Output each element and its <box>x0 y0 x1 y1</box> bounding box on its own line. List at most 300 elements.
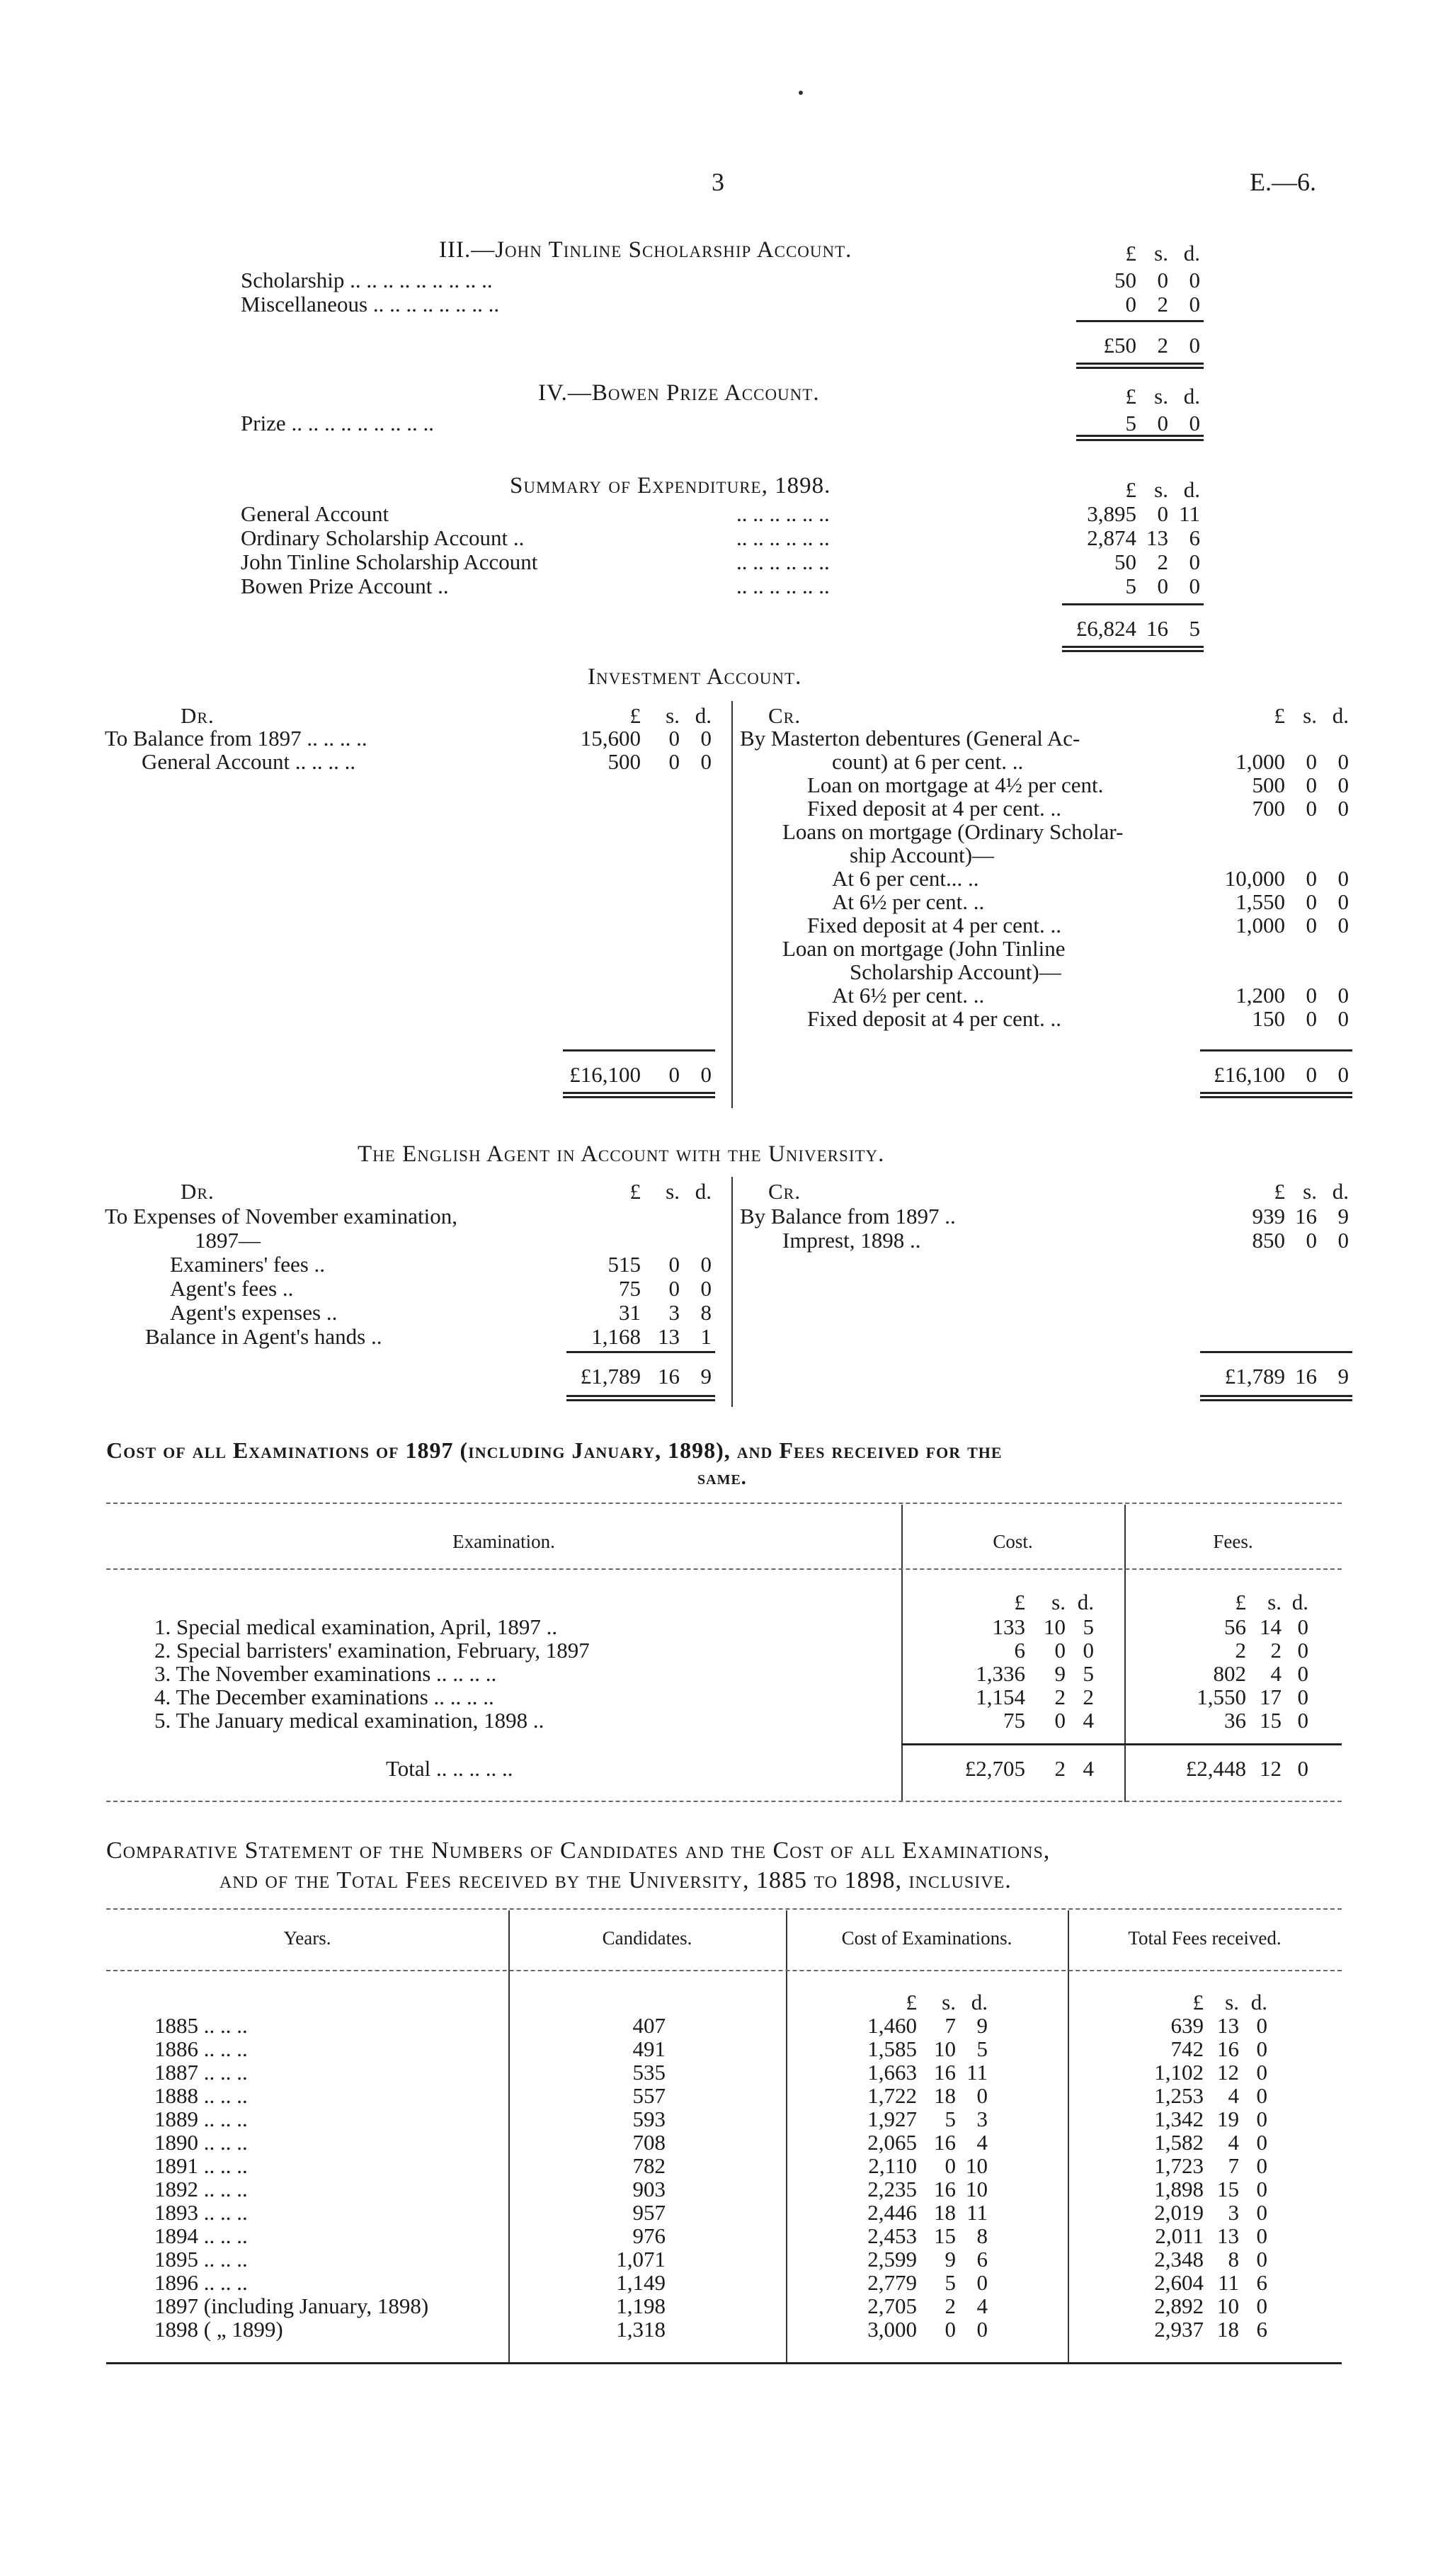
investment-right-pence: 0 <box>1337 983 1349 1008</box>
investment-right-shillings: 0 <box>1306 983 1317 1008</box>
fees-row-shillings: 4 <box>1270 1661 1282 1686</box>
agent-left-pence: 1 <box>700 1324 712 1349</box>
investment-right-pounds: 1,000 <box>1236 913 1285 937</box>
fees-row-pence: 0 <box>1297 1614 1308 1639</box>
agent-right-head-pounds: £ <box>1274 1179 1285 1204</box>
comparative-fees-pounds: 2,019 <box>1154 2200 1204 2225</box>
comparative-cost-pence: 11 <box>966 2200 988 2225</box>
investment-left-head-shillings: s. <box>666 703 680 728</box>
investment-right-pounds: 10,000 <box>1224 866 1285 891</box>
scan-speck <box>799 91 803 95</box>
comparative-cost-pence: 10 <box>966 2177 988 2201</box>
fees-total-shillings: 12 <box>1260 1756 1282 1781</box>
comparative-candidates: 1,149 <box>616 2270 666 2295</box>
comparative-candidates: 1,071 <box>616 2247 666 2272</box>
comparative-fees-pence: 0 <box>1256 2153 1267 2178</box>
cmp-cost-unit-head-shillings: s. <box>942 1990 956 2014</box>
cost-header: Cost. <box>993 1531 1033 1552</box>
investment-left-pence: 0 <box>700 749 712 774</box>
cost-row-label: 4. The December examinations .. .. .. .. <box>154 1685 494 1709</box>
fees-row-pence: 0 <box>1297 1708 1308 1733</box>
agent-cr-label: Cr. <box>768 1179 801 1204</box>
agent-left-total-pence: 9 <box>700 1364 712 1389</box>
comparative-candidates: 593 <box>632 2107 666 2131</box>
summary-row-pounds: 3,895 <box>1087 501 1136 526</box>
comparative-cost-shillings: 18 <box>934 2083 956 2108</box>
investment-left-shillings: 0 <box>668 749 680 774</box>
agent-right-total-rule <box>1200 1351 1352 1353</box>
cost-total-rule <box>901 1743 1342 1745</box>
bowen-head-pounds: £ <box>1125 384 1136 409</box>
summary-head-pounds: £ <box>1125 477 1136 502</box>
cmp-fees-unit-head-pence: d. <box>1250 1990 1267 2014</box>
investment-title: Investment Account. <box>588 664 802 690</box>
comparative-fees-pence: 0 <box>1256 2223 1267 2248</box>
agent-right-head-shillings: s. <box>1303 1179 1317 1204</box>
agent-left-pence: 0 <box>700 1252 712 1277</box>
cmp-fees-unit-head-pounds: £ <box>1192 1990 1204 2014</box>
investment-right-pounds: 700 <box>1252 796 1285 821</box>
fees-row-pounds: 1,550 <box>1197 1685 1246 1709</box>
summary-row-pounds: 5 <box>1125 574 1136 598</box>
comparative-candidates: 491 <box>632 2036 666 2061</box>
comparative-fees-pounds: 1,898 <box>1154 2177 1204 2201</box>
comparative-cost-pounds: 2,453 <box>867 2223 917 2248</box>
comparative-fees-shillings: 18 <box>1217 2317 1239 2342</box>
comparative-fees-shillings: 7 <box>1228 2153 1239 2178</box>
summary-row-shillings: 13 <box>1146 525 1168 550</box>
comparative-cost-shillings: 7 <box>945 2013 956 2038</box>
comparative-fees-shillings: 16 <box>1217 2036 1239 2061</box>
comparative-fees-pounds: 2,937 <box>1154 2317 1204 2342</box>
cost-row-pounds: 75 <box>1003 1708 1025 1733</box>
comparative-cost-shillings: 9 <box>945 2247 956 2272</box>
comparative-candidates: 407 <box>632 2013 666 2038</box>
agent-left-total-rule <box>566 1351 715 1353</box>
summary-double-rule <box>1062 646 1204 652</box>
agent-right-total-pounds: £1,789 <box>1224 1364 1285 1389</box>
comparative-cost-shillings: 16 <box>934 2130 956 2155</box>
summary-row-leader: .. .. .. .. .. .. <box>736 549 830 574</box>
comparative-cost-pounds: 2,705 <box>867 2293 917 2318</box>
summary-title: Summary of Expenditure, 1898. <box>510 473 831 498</box>
comparative-cost-shillings: 5 <box>945 2270 956 2295</box>
investment-right-label: Loan on mortgage (John Tinline <box>782 936 1066 961</box>
comparative-cost-pounds: 2,110 <box>868 2153 917 2178</box>
agent-left-shillings: 13 <box>658 1324 680 1349</box>
tinline-double-rule <box>1076 363 1204 369</box>
bowen-row-pence: 0 <box>1189 411 1200 435</box>
investment-left-pounds: 15,600 <box>580 726 641 751</box>
comparative-fees-shillings: 4 <box>1228 2130 1239 2155</box>
investment-left-head-pence: d. <box>695 703 712 728</box>
investment-right-shillings: 0 <box>1306 796 1317 821</box>
tinline-row-pounds: 50 <box>1114 268 1136 292</box>
investment-right-pence: 0 <box>1337 749 1349 774</box>
agent-right-pounds: 850 <box>1252 1228 1285 1253</box>
comparative-year: 1886 .. .. .. <box>154 2036 248 2061</box>
cost-unit-head-pence: d. <box>1077 1590 1094 1614</box>
comparative-cost-pence: 11 <box>966 2060 988 2085</box>
fees-row-shillings: 15 <box>1260 1708 1282 1733</box>
tinline-head-pence: d. <box>1183 241 1200 266</box>
investment-left-label: To Balance from 1897 .. .. .. .. <box>105 726 367 751</box>
agent-left-shillings: 0 <box>668 1252 680 1277</box>
summary-total-shillings: 16 <box>1146 616 1168 641</box>
comparative-fees-shillings: 19 <box>1217 2107 1239 2131</box>
cost-row-shillings: 0 <box>1054 1638 1066 1663</box>
agent-left-head-shillings: s. <box>666 1179 680 1204</box>
cost-header: Examination. <box>452 1531 555 1552</box>
comparative-cost-pounds: 2,779 <box>867 2270 917 2295</box>
comparative-fees-shillings: 11 <box>1218 2270 1239 2295</box>
comparative-fees-shillings: 3 <box>1228 2200 1239 2225</box>
summary-row-leader: .. .. .. .. .. .. <box>736 574 830 598</box>
document-reference: E.—6. <box>1250 168 1316 196</box>
comparative-fees-pounds: 742 <box>1170 2036 1204 2061</box>
investment-left-double-rule <box>563 1092 715 1098</box>
cost-table-top-rule <box>106 1503 1342 1504</box>
investment-right-total-pounds: £16,100 <box>1214 1062 1285 1087</box>
summary-row-pence: 6 <box>1189 525 1200 550</box>
comparative-cost-shillings: 18 <box>934 2200 956 2225</box>
summary-row-shillings: 0 <box>1157 501 1168 526</box>
investment-right-shillings: 0 <box>1306 866 1317 891</box>
agent-right-shillings: 0 <box>1306 1228 1317 1253</box>
comparative-year: 1887 .. .. .. <box>154 2060 248 2085</box>
summary-row-label: John Tinline Scholarship Account <box>241 549 538 574</box>
tinline-row-pounds: 0 <box>1125 292 1136 317</box>
comparative-year: 1896 .. .. .. <box>154 2270 248 2295</box>
comparative-year: 1891 .. .. .. <box>154 2153 248 2178</box>
bowen-head-shillings: s. <box>1154 384 1168 409</box>
cost-row-shillings: 0 <box>1054 1708 1066 1733</box>
comparative-cost-shillings: 10 <box>934 2036 956 2061</box>
investment-right-head-pence: d. <box>1332 703 1349 728</box>
comparative-cost-pounds: 3,000 <box>867 2317 917 2342</box>
summary-row-pence: 11 <box>1179 501 1200 526</box>
comparative-year: 1894 .. .. .. <box>154 2223 248 2248</box>
comparative-cost-pence: 4 <box>976 2130 988 2155</box>
tinline-head-pounds: £ <box>1125 241 1136 266</box>
agent-left-pounds: 75 <box>619 1276 641 1301</box>
investment-left-head-pounds: £ <box>629 703 641 728</box>
summary-row-leader: .. .. .. .. .. .. <box>736 525 830 550</box>
tinline-row-shillings: 0 <box>1157 268 1168 292</box>
comparative-candidates: 535 <box>632 2060 666 2085</box>
investment-right-shillings: 0 <box>1306 773 1317 797</box>
agent-left-label: 1897— <box>195 1228 261 1253</box>
agent-left-head-pence: d. <box>695 1179 712 1204</box>
comparative-cost-pounds: 2,065 <box>867 2130 917 2155</box>
investment-left-pence: 0 <box>700 726 712 751</box>
agent-right-pence: 0 <box>1337 1228 1349 1253</box>
cost-row-label: 5. The January medical examination, 1898 .. <box>154 1708 544 1733</box>
agent-left-pounds: 1,168 <box>591 1324 641 1349</box>
investment-right-label: Scholarship Account)— <box>850 959 1061 984</box>
investment-right-label: Fixed deposit at 4 per cent. .. <box>807 796 1061 821</box>
comparative-fees-pounds: 1,253 <box>1154 2083 1204 2108</box>
investment-right-label: ship Account)— <box>850 843 995 867</box>
comparative-cost-shillings: 15 <box>934 2223 956 2248</box>
comparative-fees-pence: 0 <box>1256 2130 1267 2155</box>
comparative-fees-pence: 0 <box>1256 2013 1267 2038</box>
agent-right-double-rule <box>1200 1395 1352 1401</box>
cost-title: Cost of all Examinations of 1897 (including January, 1898), and Fees received for the <box>106 1437 1003 1463</box>
comparative-candidates: 708 <box>632 2130 666 2155</box>
investment-right-label: Fixed deposit at 4 per cent. .. <box>807 1006 1061 1031</box>
comparative-cost-pounds: 1,585 <box>867 2036 917 2061</box>
cost-row-pounds: 6 <box>1014 1638 1025 1663</box>
comparative-year: 1895 .. .. .. <box>154 2247 248 2272</box>
investment-right-shillings: 0 <box>1306 889 1317 914</box>
comparative-cost-pence: 0 <box>976 2270 988 2295</box>
comparative-fees-pounds: 1,102 <box>1154 2060 1204 2085</box>
bowen-row-label: Prize .. .. .. .. .. .. .. .. .. <box>241 411 434 435</box>
investment-left-shillings: 0 <box>668 726 680 751</box>
investment-right-label: Fixed deposit at 4 per cent. .. <box>807 913 1061 937</box>
comparative-cost-shillings: 5 <box>945 2107 956 2131</box>
cost-unit-head-pounds: £ <box>1014 1590 1025 1614</box>
agent-right-head-pence: d. <box>1332 1179 1349 1204</box>
comparative-table-top-rule <box>106 1908 1342 1910</box>
agent-left-total-shillings: 16 <box>658 1364 680 1389</box>
summary-row-shillings: 0 <box>1157 574 1168 598</box>
agent-right-label: Imprest, 1898 .. <box>782 1228 921 1253</box>
investment-right-double-rule <box>1200 1092 1352 1098</box>
comparative-year: 1890 .. .. .. <box>154 2130 248 2155</box>
cost-unit-head-shillings: s. <box>1051 1590 1066 1614</box>
cost-row-label: 1. Special medical examination, April, 1897 .. <box>154 1614 558 1639</box>
comparative-fees-pounds: 2,892 <box>1154 2293 1204 2318</box>
cost-total-label: Total .. .. .. .. .. <box>386 1756 513 1781</box>
agent-dr-label: Dr. <box>181 1179 215 1204</box>
agent-left-label: Examiners' fees .. <box>170 1252 326 1277</box>
investment-right-head-shillings: s. <box>1303 703 1317 728</box>
agent-left-pounds: 31 <box>619 1300 641 1325</box>
cost-row-pounds: 1,336 <box>976 1661 1025 1686</box>
tinline-row-pence: 0 <box>1189 268 1200 292</box>
summary-row-label: General Account <box>241 501 389 526</box>
comparative-cost-shillings: 0 <box>945 2317 956 2342</box>
comparative-fees-pence: 6 <box>1256 2270 1267 2295</box>
tinline-row-pence: 0 <box>1189 292 1200 317</box>
cost-row-label: 2. Special barristers' examination, February, 1897 <box>154 1638 590 1663</box>
investment-left-pounds: 500 <box>607 749 641 774</box>
comparative-title-2 <box>219 1867 1012 1894</box>
comparative-cost-pounds: 2,446 <box>867 2200 917 2225</box>
investment-right-shillings: 0 <box>1306 913 1317 937</box>
summary-total-rule <box>1062 603 1204 605</box>
summary-row-shillings: 2 <box>1157 549 1168 574</box>
comparative-candidates: 1,198 <box>616 2293 666 2318</box>
summary-row-label: Ordinary Scholarship Account .. <box>241 525 525 550</box>
agent-left-shillings: 3 <box>668 1300 680 1325</box>
summary-total-pounds: £6,824 <box>1075 616 1136 641</box>
investment-right-head-pounds: £ <box>1274 703 1285 728</box>
cost-header-rule <box>106 1568 1342 1570</box>
comparative-cost-pounds: 2,599 <box>867 2247 917 2272</box>
cost-row-pence: 4 <box>1083 1708 1094 1733</box>
tinline-total-rule <box>1076 320 1204 322</box>
agent-left-total-pounds: £1,789 <box>580 1364 641 1389</box>
comparative-title <box>106 1837 1050 1864</box>
fees-row-shillings: 14 <box>1260 1614 1282 1639</box>
comparative-fees-pence: 0 <box>1256 2036 1267 2061</box>
comparative-cost-pence: 8 <box>976 2223 988 2248</box>
agent-right-pence: 9 <box>1337 1204 1349 1229</box>
comparative-fees-pence: 0 <box>1256 2200 1267 2225</box>
comparative-fees-pounds: 1,723 <box>1154 2153 1204 2178</box>
comparative-fees-shillings: 12 <box>1217 2060 1239 2085</box>
comparative-cost-pounds: 1,663 <box>867 2060 917 2085</box>
comparative-fees-shillings: 8 <box>1228 2247 1239 2272</box>
fees-row-pence: 0 <box>1297 1638 1308 1663</box>
fees-row-pence: 0 <box>1297 1661 1308 1686</box>
cost-row-pence: 5 <box>1083 1614 1094 1639</box>
investment-right-label: At 6½ per cent. .. <box>832 889 985 914</box>
comparative-candidates: 957 <box>632 2200 666 2225</box>
comparative-cost-pence: 3 <box>976 2107 988 2131</box>
summary-total-pence: 5 <box>1189 616 1200 641</box>
comparative-cost-pence: 9 <box>976 2013 988 2038</box>
investment-right-pounds: 1,550 <box>1236 889 1285 914</box>
investment-right-shillings: 0 <box>1306 749 1317 774</box>
investment-divider <box>731 701 733 1108</box>
comparative-fees-pounds: 2,604 <box>1154 2270 1204 2295</box>
agent-divider <box>731 1177 733 1407</box>
fees-total-pounds: £2,448 <box>1185 1756 1246 1781</box>
summary-head-pence: d. <box>1183 477 1200 502</box>
agent-left-shillings: 0 <box>668 1276 680 1301</box>
investment-right-label: count) at 6 per cent. .. <box>832 749 1024 774</box>
fees-row-pence: 0 <box>1297 1685 1308 1709</box>
agent-left-pence: 8 <box>700 1300 712 1325</box>
bowen-row-pounds: 5 <box>1125 411 1136 435</box>
comparative-year: 1897 (including January, 1898) <box>154 2293 429 2318</box>
bowen-title: IV.—Bowen Prize Account. <box>538 380 820 406</box>
comparative-cost-shillings: 16 <box>934 2060 956 2085</box>
cost-title-line2: same. <box>697 1467 747 1489</box>
comparative-candidates: 782 <box>632 2153 666 2178</box>
summary-row-pounds: 50 <box>1114 549 1136 574</box>
agent-left-label: Agent's fees .. <box>170 1276 294 1301</box>
investment-right-pounds: 500 <box>1252 773 1285 797</box>
fees-unit-head-shillings: s. <box>1267 1590 1282 1614</box>
fees-total-pence: 0 <box>1297 1756 1308 1781</box>
cost-row-shillings: 2 <box>1054 1685 1066 1709</box>
bowen-double-rule <box>1076 435 1204 441</box>
comparative-year: 1898 ( „ 1899) <box>154 2317 283 2342</box>
comparative-year: 1885 .. .. .. <box>154 2013 248 2038</box>
comparative-header: Total Fees received. <box>1128 1927 1282 1949</box>
comparative-fees-shillings: 4 <box>1228 2083 1239 2108</box>
investment-right-pence: 0 <box>1337 796 1349 821</box>
cost-total-shillings: 2 <box>1054 1756 1066 1781</box>
agent-left-label: Balance in Agent's hands .. <box>145 1324 382 1349</box>
fees-row-shillings: 2 <box>1270 1638 1282 1663</box>
cmp-fees-unit-head-shillings: s. <box>1225 1990 1239 2014</box>
comparative-fees-pounds: 2,348 <box>1154 2247 1204 2272</box>
cost-row-shillings: 9 <box>1054 1661 1066 1686</box>
fees-unit-head-pounds: £ <box>1235 1590 1246 1614</box>
comparative-year: 1888 .. .. .. <box>154 2083 248 2108</box>
comparative-cost-pounds: 1,460 <box>867 2013 917 2038</box>
comparative-candidates: 976 <box>632 2223 666 2248</box>
agent-right-shillings: 16 <box>1295 1204 1317 1229</box>
tinline-row-label: Scholarship .. .. .. .. .. .. .. .. .. <box>241 268 493 292</box>
investment-right-label: By Masterton debentures (General Ac- <box>740 726 1080 751</box>
fees-row-shillings: 17 <box>1260 1685 1282 1709</box>
investment-left-total-pounds: £16,100 <box>569 1062 641 1087</box>
investment-dr-label: Dr. <box>181 703 215 728</box>
investment-right-total-rule <box>1200 1049 1352 1052</box>
investment-right-label: Loan on mortgage at 4½ per cent. <box>807 773 1104 797</box>
comparative-cost-pence: 10 <box>966 2153 988 2178</box>
comparative-bottom-rule <box>106 2362 1342 2364</box>
investment-left-label: General Account .. .. .. .. <box>142 749 356 774</box>
tinline-row-label: Miscellaneous .. .. .. .. .. .. .. .. <box>241 292 500 317</box>
comparative-fees-pence: 0 <box>1256 2107 1267 2131</box>
page-number: 3 <box>712 168 724 196</box>
comparative-cost-shillings: 2 <box>945 2293 956 2318</box>
investment-right-shillings: 0 <box>1306 1006 1317 1031</box>
comparative-cost-shillings: 0 <box>945 2153 956 2178</box>
investment-right-pence: 0 <box>1337 913 1349 937</box>
cost-header: Fees. <box>1213 1531 1253 1552</box>
investment-right-pounds: 150 <box>1252 1006 1285 1031</box>
comparative-cost-pence: 0 <box>976 2317 988 2342</box>
agent-left-double-rule <box>566 1395 715 1401</box>
tinline-total-pounds: £50 <box>1103 333 1136 358</box>
agent-left-label: To Expenses of November examination, <box>105 1204 457 1229</box>
investment-left-total-pence: 0 <box>700 1062 712 1087</box>
comparative-fees-pence: 0 <box>1256 2177 1267 2201</box>
comparative-candidates: 903 <box>632 2177 666 2201</box>
comparative-fees-shillings: 13 <box>1217 2223 1239 2248</box>
comparative-fees-pence: 0 <box>1256 2293 1267 2318</box>
investment-right-pence: 0 <box>1337 1006 1349 1031</box>
comparative-col-divider-1 <box>508 1910 510 2362</box>
agent-left-label: Agent's expenses .. <box>170 1300 338 1325</box>
fees-row-pounds: 56 <box>1224 1614 1246 1639</box>
investment-right-pounds: 1,000 <box>1236 749 1285 774</box>
comparative-title-line1: Comparative Statement of the Numbers of Candidates and the Cost of all Examinations, <box>106 1837 1051 1864</box>
comparative-header-rule <box>106 1970 1342 1971</box>
investment-right-total-pence: 0 <box>1337 1062 1349 1087</box>
comparative-year: 1893 .. .. .. <box>154 2200 248 2225</box>
fees-row-pounds: 802 <box>1213 1661 1246 1686</box>
cost-row-pence: 5 <box>1083 1661 1094 1686</box>
agent-left-pence: 0 <box>700 1276 712 1301</box>
summary-head-shillings: s. <box>1154 477 1168 502</box>
cost-total-pounds: £2,705 <box>964 1756 1025 1781</box>
cost-bottom-rule <box>106 1801 1342 1802</box>
comparative-fees-shillings: 13 <box>1217 2013 1239 2038</box>
cost-row-pounds: 1,154 <box>976 1685 1025 1709</box>
cost-row-pence: 0 <box>1083 1638 1094 1663</box>
agent-right-total-shillings: 16 <box>1295 1364 1317 1389</box>
comparative-cost-pence: 4 <box>976 2293 988 2318</box>
comparative-header: Cost of Examinations. <box>841 1927 1012 1949</box>
comparative-cost-pounds: 1,927 <box>867 2107 917 2131</box>
agent-left-pounds: 515 <box>607 1252 641 1277</box>
cmp-cost-unit-head-pence: d. <box>971 1990 988 2014</box>
comparative-fees-shillings: 10 <box>1217 2293 1239 2318</box>
investment-right-label: At 6½ per cent. .. <box>832 983 985 1008</box>
comparative-title-line2: and of the Total Fees received by the University, 1885 to 1898, inclusive. <box>219 1867 1012 1893</box>
comparative-year: 1892 .. .. .. <box>154 2177 248 2201</box>
